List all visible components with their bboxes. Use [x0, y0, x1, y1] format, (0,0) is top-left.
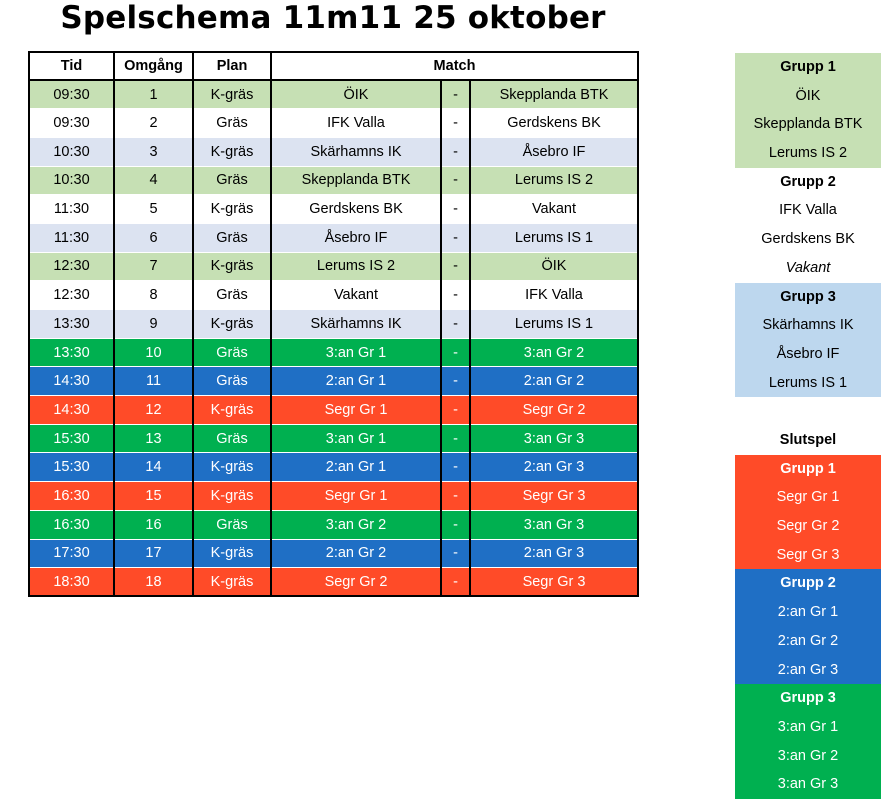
group-team: Vakant [735, 254, 881, 283]
cell-away-team: 2:an Gr 2 [470, 367, 638, 396]
cell-omgang: 3 [114, 137, 193, 166]
cell-away-team: Skepplanda BTK [470, 80, 638, 109]
group-team: 2:an Gr 3 [735, 656, 881, 685]
schedule-row [29, 367, 638, 396]
schedule-row [29, 166, 638, 195]
schedule-row [29, 137, 638, 166]
group-team: Segr Gr 3 [735, 541, 881, 570]
header-tid: Tid [29, 52, 114, 80]
cell-home-team: 3:an Gr 2 [271, 510, 441, 539]
cell-away-team: Lerums IS 1 [470, 223, 638, 252]
cell-home-team: Segr Gr 1 [271, 482, 441, 511]
cell-home-team: 2:an Gr 2 [271, 539, 441, 568]
cell-omgang: 11 [114, 367, 193, 396]
cell-plan: Gräs [193, 510, 271, 539]
cell-away-team: Segr Gr 2 [470, 396, 638, 425]
cell-omgang: 4 [114, 166, 193, 195]
cell-tid: 15:30 [29, 424, 114, 453]
cell-plan: Gräs [193, 281, 271, 310]
cell-omgang: 18 [114, 568, 193, 597]
cell-dash: - [441, 166, 470, 195]
schedule-row [29, 568, 638, 597]
cell-dash: - [441, 252, 470, 281]
group-title: Grupp 3 [735, 283, 881, 312]
cell-tid: 12:30 [29, 252, 114, 281]
group-team: Skärhamns IK [735, 311, 881, 340]
group-team: 3:an Gr 3 [735, 770, 881, 799]
cell-tid: 10:30 [29, 137, 114, 166]
cell-omgang: 14 [114, 453, 193, 482]
groups-panel [735, 53, 881, 397]
slutspel-panel [735, 426, 881, 799]
schedule-row [29, 80, 638, 109]
cell-plan: K-gräs [193, 195, 271, 224]
cell-omgang: 9 [114, 310, 193, 339]
cell-plan: Gräs [193, 338, 271, 367]
cell-dash: - [441, 568, 470, 597]
cell-omgang: 2 [114, 109, 193, 138]
schedule-header-row [29, 52, 638, 80]
group-team: 2:an Gr 1 [735, 598, 881, 627]
cell-away-team: 2:an Gr 3 [470, 453, 638, 482]
cell-tid: 09:30 [29, 80, 114, 109]
group-title: Grupp 2 [735, 168, 881, 197]
schedule-row [29, 396, 638, 425]
cell-dash: - [441, 367, 470, 396]
cell-away-team: 3:an Gr 3 [470, 424, 638, 453]
group-team: Segr Gr 1 [735, 483, 881, 512]
cell-plan: K-gräs [193, 80, 271, 109]
cell-tid: 16:30 [29, 482, 114, 511]
cell-dash: - [441, 223, 470, 252]
schedule-row [29, 424, 638, 453]
schedule-row [29, 510, 638, 539]
group-team: 2:an Gr 2 [735, 627, 881, 656]
cell-dash: - [441, 310, 470, 339]
cell-omgang: 1 [114, 80, 193, 109]
group-title: Grupp 1 [735, 455, 881, 484]
cell-away-team: 3:an Gr 2 [470, 338, 638, 367]
cell-plan: Gräs [193, 223, 271, 252]
cell-home-team: Skärhamns IK [271, 137, 441, 166]
header-match: Match [271, 52, 638, 80]
schedule-row [29, 482, 638, 511]
group-title: Grupp 1 [735, 53, 881, 82]
cell-plan: Gräs [193, 424, 271, 453]
cell-omgang: 17 [114, 539, 193, 568]
cell-tid: 15:30 [29, 453, 114, 482]
cell-plan: K-gräs [193, 482, 271, 511]
schedule-row [29, 338, 638, 367]
cell-dash: - [441, 539, 470, 568]
cell-dash: - [441, 137, 470, 166]
cell-home-team: 2:an Gr 1 [271, 453, 441, 482]
group-team: Segr Gr 2 [735, 512, 881, 541]
cell-tid: 13:30 [29, 310, 114, 339]
group-team: Lerums IS 2 [735, 139, 881, 168]
cell-away-team: Segr Gr 3 [470, 568, 638, 597]
cell-tid: 16:30 [29, 510, 114, 539]
page-title: Spelschema 11m11 25 oktober [60, 0, 606, 36]
cell-away-team: Gerdskens BK [470, 109, 638, 138]
cell-dash: - [441, 109, 470, 138]
cell-tid: 10:30 [29, 166, 114, 195]
group-team: Lerums IS 1 [735, 369, 881, 398]
group-team: Skepplanda BTK [735, 110, 881, 139]
cell-away-team: ÖIK [470, 252, 638, 281]
cell-home-team: Gerdskens BK [271, 195, 441, 224]
cell-tid: 17:30 [29, 539, 114, 568]
schedule-table [28, 51, 639, 597]
cell-omgang: 16 [114, 510, 193, 539]
cell-away-team: 2:an Gr 3 [470, 539, 638, 568]
schedule-row [29, 539, 638, 568]
cell-tid: 18:30 [29, 568, 114, 597]
cell-dash: - [441, 80, 470, 109]
schedule-row [29, 310, 638, 339]
cell-plan: K-gräs [193, 252, 271, 281]
cell-away-team: Segr Gr 3 [470, 482, 638, 511]
cell-dash: - [441, 396, 470, 425]
cell-home-team: Segr Gr 1 [271, 396, 441, 425]
cell-home-team: 2:an Gr 1 [271, 367, 441, 396]
cell-omgang: 10 [114, 338, 193, 367]
cell-away-team: Lerums IS 2 [470, 166, 638, 195]
cell-away-team: Lerums IS 1 [470, 310, 638, 339]
cell-plan: K-gräs [193, 539, 271, 568]
cell-away-team: IFK Valla [470, 281, 638, 310]
cell-omgang: 13 [114, 424, 193, 453]
cell-away-team: Åsebro IF [470, 137, 638, 166]
cell-home-team: Skärhamns IK [271, 310, 441, 339]
cell-plan: Gräs [193, 367, 271, 396]
cell-plan: K-gräs [193, 453, 271, 482]
cell-dash: - [441, 453, 470, 482]
cell-dash: - [441, 510, 470, 539]
cell-tid: 14:30 [29, 396, 114, 425]
cell-home-team: ÖIK [271, 80, 441, 109]
slutspel-title: Slutspel [779, 432, 837, 448]
header-plan: Plan [193, 52, 271, 80]
schedule-row [29, 195, 638, 224]
cell-home-team: 3:an Gr 1 [271, 338, 441, 367]
cell-dash: - [441, 281, 470, 310]
cell-tid: 14:30 [29, 367, 114, 396]
cell-tid: 13:30 [29, 338, 114, 367]
schedule-row [29, 109, 638, 138]
cell-dash: - [441, 424, 470, 453]
cell-plan: K-gräs [193, 568, 271, 597]
cell-home-team: 3:an Gr 1 [271, 424, 441, 453]
cell-plan: Gräs [193, 109, 271, 138]
schedule-row [29, 223, 638, 252]
schedule-row [29, 453, 638, 482]
cell-tid: 09:30 [29, 109, 114, 138]
cell-home-team: Skepplanda BTK [271, 166, 441, 195]
cell-plan: K-gräs [193, 396, 271, 425]
cell-omgang: 15 [114, 482, 193, 511]
cell-plan: K-gräs [193, 137, 271, 166]
schedule-row [29, 252, 638, 281]
group-team: 3:an Gr 2 [735, 742, 881, 771]
header-omgang: Omgång [114, 52, 193, 80]
group-team: IFK Valla [735, 196, 881, 225]
cell-dash: - [441, 195, 470, 224]
group-team: ÖIK [735, 82, 881, 111]
group-title: Grupp 2 [735, 569, 881, 598]
group-title: Grupp 3 [735, 684, 881, 713]
cell-home-team: Vakant [271, 281, 441, 310]
cell-home-team: IFK Valla [271, 109, 441, 138]
cell-dash: - [441, 338, 470, 367]
cell-tid: 12:30 [29, 281, 114, 310]
cell-omgang: 7 [114, 252, 193, 281]
group-team: Åsebro IF [735, 340, 881, 369]
schedule-body [29, 80, 638, 596]
cell-home-team: Åsebro IF [271, 223, 441, 252]
cell-tid: 11:30 [29, 223, 114, 252]
cell-omgang: 6 [114, 223, 193, 252]
cell-tid: 11:30 [29, 195, 114, 224]
cell-plan: Gräs [193, 166, 271, 195]
group-team: Gerdskens BK [735, 225, 881, 254]
schedule-row [29, 281, 638, 310]
cell-omgang: 8 [114, 281, 193, 310]
cell-dash: - [441, 482, 470, 511]
cell-omgang: 5 [114, 195, 193, 224]
cell-home-team: Lerums IS 2 [271, 252, 441, 281]
cell-away-team: 3:an Gr 3 [470, 510, 638, 539]
cell-away-team: Vakant [470, 195, 638, 224]
cell-omgang: 12 [114, 396, 193, 425]
cell-plan: K-gräs [193, 310, 271, 339]
group-team: 3:an Gr 1 [735, 713, 881, 742]
cell-home-team: Segr Gr 2 [271, 568, 441, 597]
